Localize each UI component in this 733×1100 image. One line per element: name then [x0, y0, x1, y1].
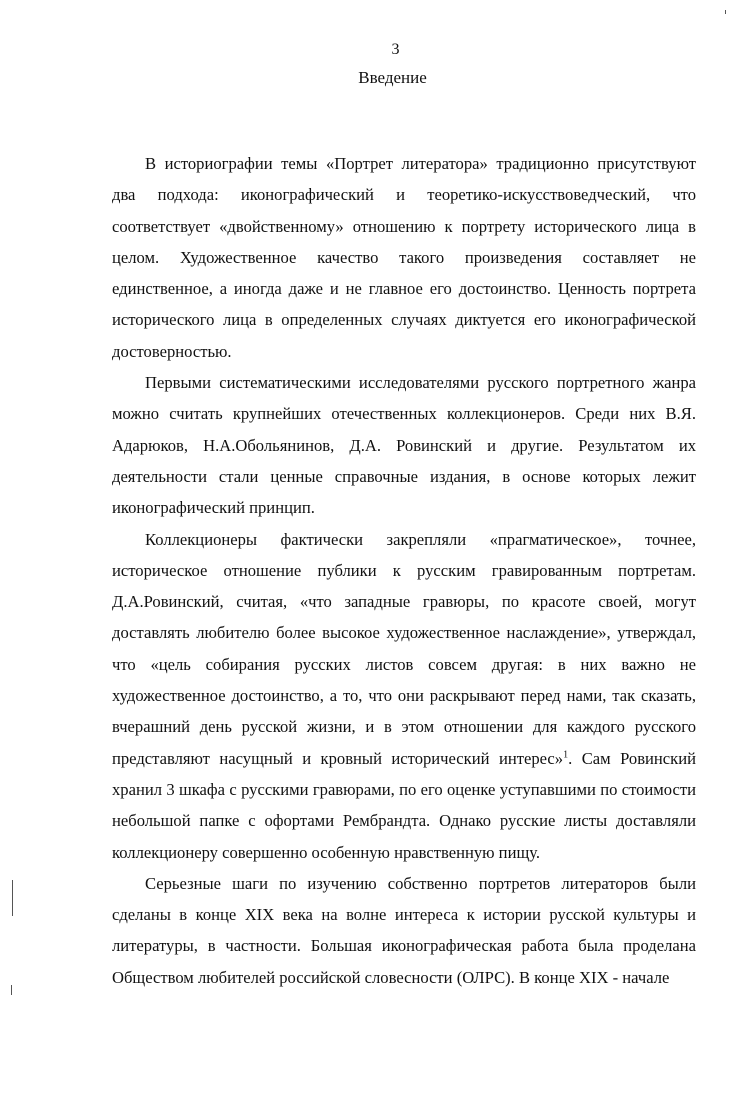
scan-artifact-mark: [725, 10, 726, 14]
page-number: 3: [391, 41, 400, 58]
scan-artifact-mark: [12, 880, 13, 916]
paragraph-4: Серьезные шаги по изучению собственно портретов литераторов были сделаны в конце XIX века на волне интереса к истории русской культуры и литературы, в частности. Большая иконографическая работа была проделана Обществом любителей российской словесности (ОЛРС). В конце XIX - начале: [112, 873, 696, 987]
body-text: [112, 148, 696, 993]
footnote-reference: 1: [563, 749, 569, 761]
paragraph-1: В историографии темы «Портрет литератора» традиционно присутствуют два подхода: иконографический и теоретико-искусствоведческий, что соответствует «двойственному» отношению к портрету исторического лица в целом. Художественное качество такого произведения составляет не единственное, а иногда даже и не главное его достоинство. Ценность портрета исторического лица в определенных случаях диктуется его иконографической достоверностью.: [112, 154, 696, 361]
paragraph-3-text-before: Коллекционеры фактически закрепляли «прагматическое», точнее, историческое отношение публики к русским гравированным портретам. Д.А.Ровинский, считая, «что западные гравюры, по красоте своей, могут доставлять любителю более высокое художественное наслаждение», утверждал, что «цель собирания русских листов совсем другая: в них важно не художественное достоинство, а то, что они раскрывают перед нами, так сказать, вчерашний день русской жизни, и в этом отношении для каждого русского представляют насущный и кровный исторический интерес»: [112, 529, 696, 768]
paragraph-3-text-after: . Сам Ровинский хранил 3 шкафа с русскими гравюрами, по его оценке уступавшими по стоимости небольшой папке с офортами Рембрандта. Однако русские листы доставляли коллекционеру совершенно особенную нравственную пищу.: [112, 748, 696, 862]
page-title: Введение: [358, 68, 427, 87]
paragraph-2: Первыми систематическими исследователями русского портретного жанра можно считать крупнейших отечественных коллекционеров. Среди них В.Я. Адарюков, Н.А.Обольянинов, Д.А. Ровинский и другие. Результатом их деятельности стали ценные справочные издания, в основе которых лежит иконографический принцип.: [112, 373, 696, 518]
scan-artifact-mark: [11, 985, 12, 995]
paragraph-3: [112, 524, 696, 868]
